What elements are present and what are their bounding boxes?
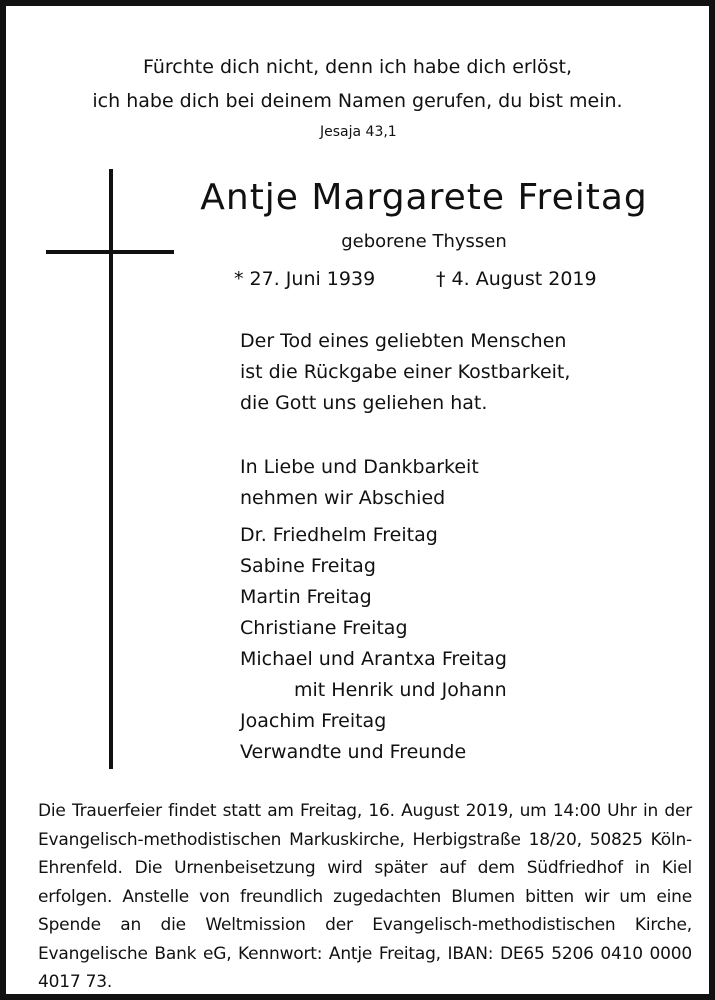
farewell-text (240, 452, 479, 514)
mourner-name: Dr. Friedhelm Freitag (240, 524, 438, 546)
bible-verse-line: ich habe dich bei deinem Namen gerufen, du bist mein. (92, 90, 623, 112)
bible-verse (6, 50, 709, 118)
mourner-name: Sabine Freitag (240, 555, 376, 577)
farewell-line: nehmen wir Abschied (240, 487, 446, 509)
memorial-quote-line: Der Tod eines geliebten Menschen (240, 330, 567, 352)
mourner-name: Verwandte und Freunde (240, 741, 467, 763)
bible-verse-source: Jesaja 43,1 (320, 124, 397, 140)
mourner-name: Michael und Arantxa Freitag (240, 648, 507, 670)
mourner-name: Martin Freitag (240, 586, 372, 608)
bible-verse-line: Fürchte dich nicht, denn ich habe dich erlöst, (142, 56, 572, 78)
memorial-quote-line: die Gott uns geliehen hat. (240, 392, 488, 414)
birth-date: * 27. Juni 1939 (234, 268, 376, 290)
memorial-quote-line: ist die Rückgabe einer Kostbarkeit, (240, 361, 571, 383)
cross-icon-vertical-bar (109, 169, 113, 769)
mourner-name: Christiane Freitag (240, 617, 408, 639)
mourners-list (240, 520, 507, 768)
deceased-name: Antje Margarete Freitag (200, 177, 648, 218)
cross-icon-horizontal-bar (46, 250, 174, 254)
mourner-name: Joachim Freitag (240, 710, 387, 732)
memorial-quote (240, 326, 570, 419)
funeral-notice: Die Trauerfeier findet statt am Freitag, 16. August 2019, um 14:00 Uhr in der Evangelisch-methodistischen Markuskirche, Herbigstraße 18/20, 50825 Köln-Ehrenfeld. Die Urnenbeisetzung wird später auf dem Südfriedhof in Kiel erfolgen. Anstelle von freundlich zugedachten Blumen bitten wir um eine Spende an die Weltmission der Evangelisch-methodistischen Kirche, Evangelische Bank eG, Kennwort: Antje Freitag, IBAN: DE65 5206 0410 0000 4017 73. (38, 801, 692, 992)
maiden-name: geborene Thyssen (341, 231, 507, 252)
mourner-name: mit Henrik und Johann (294, 679, 507, 701)
death-date: † 4. August 2019 (436, 268, 597, 290)
farewell-line: In Liebe und Dankbarkeit (240, 456, 479, 478)
